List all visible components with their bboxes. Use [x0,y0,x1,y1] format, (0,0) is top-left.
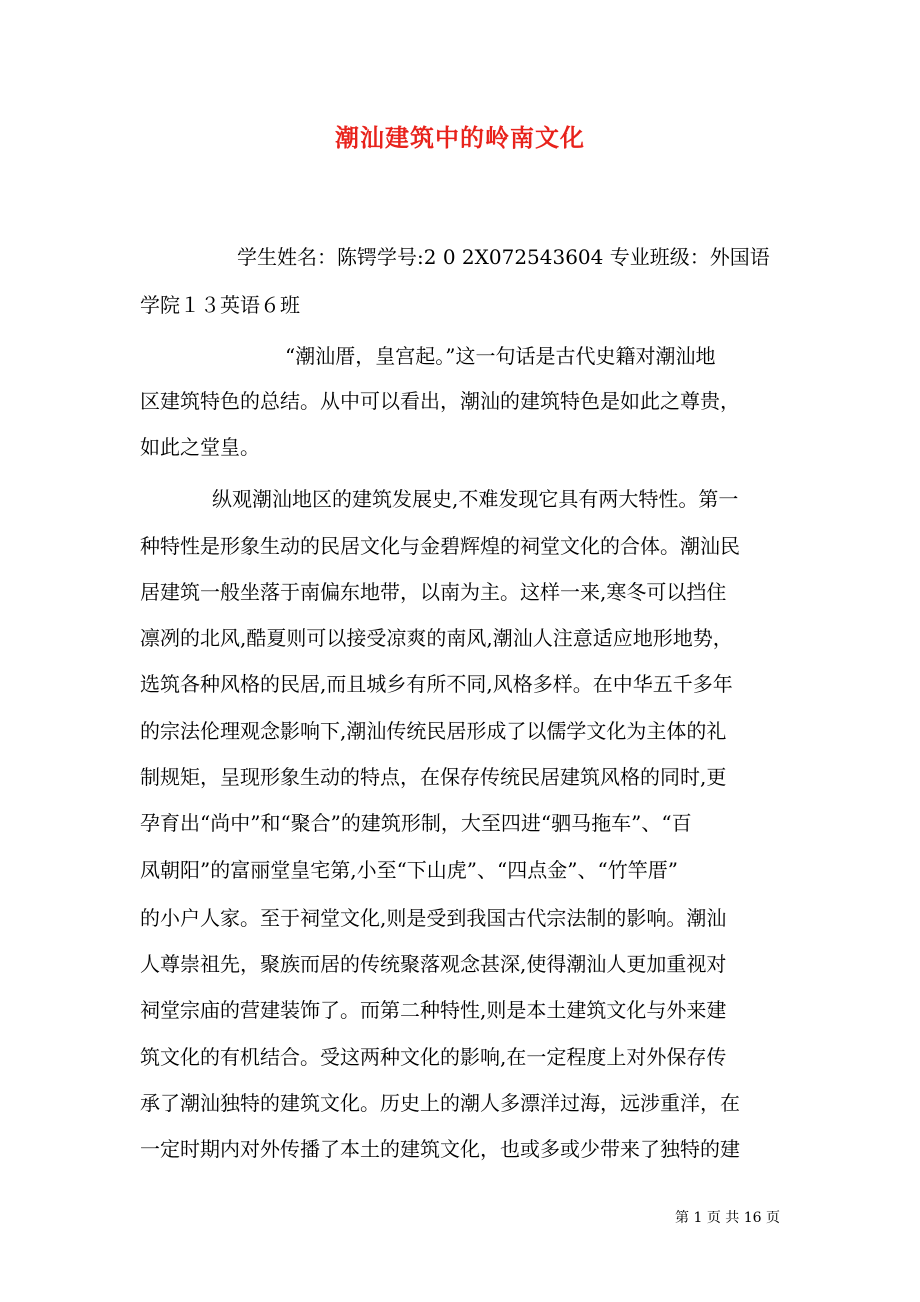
paragraph-1-line-3: 如此之堂皇。 [140,435,260,459]
paragraph-2-line-9: 凤朝阳”的富丽堂皇宅第,小至“下山虎”、“四点金”、“竹竿厝” [140,858,678,882]
paragraph-2-line-7: 制规矩，呈现形象生动的特点，在保存传统民居建筑风格的同时,更 [140,765,727,789]
paragraph-2-line-2: 种特性是形象生动的民居文化与金碧辉煌的祠堂文化的合体。潮汕民 [140,534,740,558]
paragraph-2-line-3: 居建筑一般坐落于南偏东地带，以南为主。这样一来,寒冬可以挡住 [140,580,727,604]
paragraph-2-line-11: 人尊崇祖先，聚族而居的传统聚落观念甚深,使得潮汕人更加重视对 [140,952,727,976]
page-number-footer: 第 1 页 共 16 页 [675,1210,780,1226]
paragraph-2-line-8: 孕育出“尚中”和“聚合”的建筑形制，大至四进“驷马拖车”、“百 [140,811,692,835]
paragraph-2-line-1: 纵观潮汕地区的建筑发展史,不难发现它具有两大特性。第一 [212,487,739,511]
paragraph-2-line-15: 一定时期内对外传播了本土的建筑文化，也或多或少带来了独特的建 [140,1137,740,1161]
paragraph-2-line-4: 凛冽的北风,酷夏则可以接受凉爽的南风,潮汕人注意适应地形地势， [140,626,733,650]
paragraph-2-line-5: 选筑各种风格的民居,而且城乡有所不同,风格多样。在中华五千多年 [140,672,733,696]
author-line-2: 学院１３英语６班 [140,293,300,317]
paragraph-1-line-1: “潮汕厝，皇宫起。”这一句话是古代史籍对潮汕地 [285,344,716,368]
paragraph-2-line-14: 承了潮汕独特的建筑文化。历史上的潮人多漂洋过海，远涉重洋，在 [140,1091,740,1115]
paragraph-2-line-6: 的宗法伦理观念影响下,潮汕传统民居形成了以儒学文化为主体的礼 [140,719,727,743]
paragraph-2-line-12: 祠堂宗庙的营建装饰了。而第二种特性,则是本土建筑文化与外来建 [140,998,727,1022]
paragraph-2-line-13: 筑文化的有机结合。受这两种文化的影响,在一定程度上对外保存传 [140,1045,727,1069]
author-line-1: 学生姓名：陈锷学号:2 0 2X072543604 专业班级：外国语 [237,245,770,269]
paragraph-1-line-2: 区建筑特色的总结。从中可以看出，潮汕的建筑特色是如此之尊贵， [140,389,740,413]
paragraph-2-line-10: 的小户人家。至于祠堂文化,则是受到我国古代宗法制的影响。潮汕 [140,906,727,930]
document-title: 潮汕建筑中的岭南文化 [335,123,585,152]
